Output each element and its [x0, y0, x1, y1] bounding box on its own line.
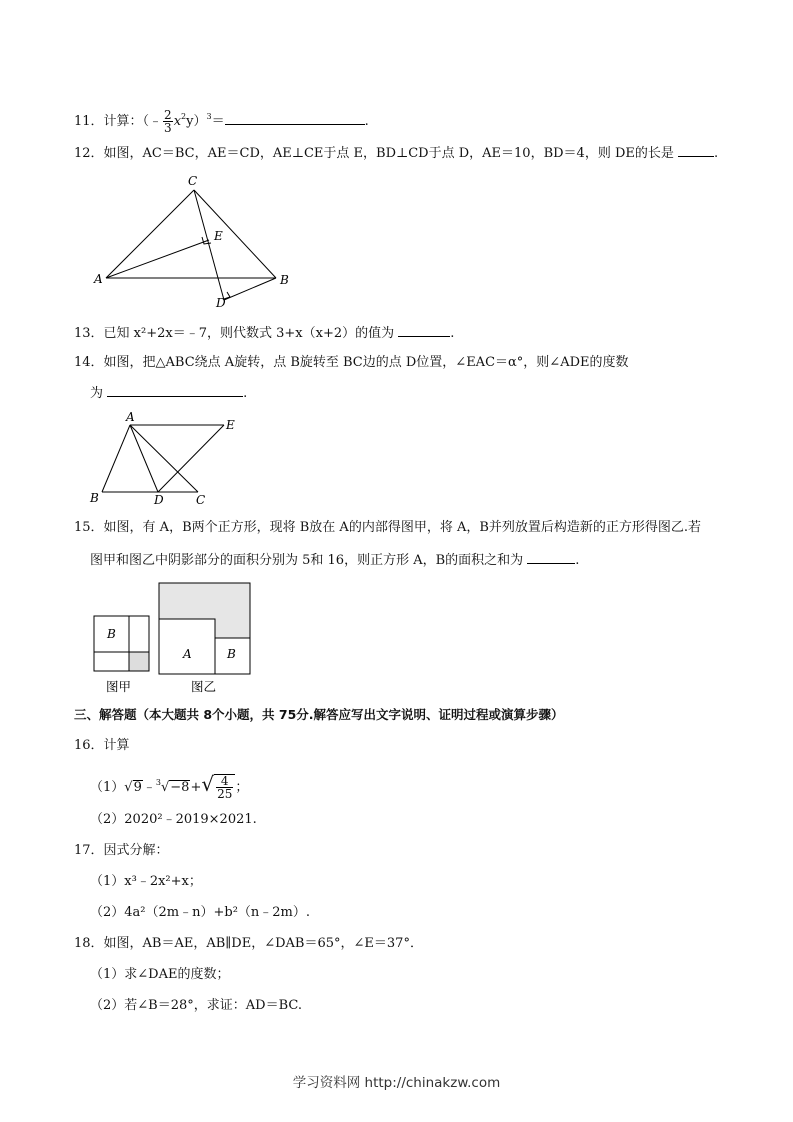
q11-exp2: 2: [181, 112, 187, 121]
q11-y: y）: [186, 114, 207, 129]
q15-end: .: [575, 553, 580, 568]
q16-p1-frac-den: 25: [217, 787, 233, 801]
q11-exp3: 3: [206, 112, 212, 121]
q14-answer-blank[interactable]: [107, 384, 243, 397]
radical-icon: √: [124, 780, 133, 795]
q11-frac-den: 3: [164, 121, 172, 135]
q15-line1: 15．如图，有 A，B两个正方形，现将 B放在 A的内部得图甲，将 A，B并列放置后构造新的正方形得图乙.若: [74, 520, 702, 535]
q11-answer-blank[interactable]: [225, 112, 365, 125]
q11-frac-num: 2: [164, 108, 172, 122]
q18-title: 18．如图，AB＝AE，AB∥DE，∠DAB＝65°，∠E＝37°．: [74, 936, 423, 951]
q16-part2: （2）2020²﹣2019×2021.: [90, 812, 257, 827]
question-15-line1: [74, 519, 701, 537]
q14-line2: 为: [90, 386, 104, 401]
q17-title: 17．因式分解：: [74, 843, 169, 858]
cube-root-icon: √: [160, 780, 170, 795]
q13-answer-blank[interactable]: [398, 324, 450, 337]
fig15-caption-jia: 图甲: [106, 679, 132, 694]
fig12-label-e: E: [214, 229, 223, 243]
q16-p1-fraction: [216, 775, 233, 800]
fig14-label-d: D: [154, 493, 164, 507]
q16-p1-plus: +: [190, 780, 202, 795]
fig15-yi-label-b: B: [227, 647, 236, 661]
q12-text: 12．如图，AC＝BC，AE＝CD，AE⊥CE于点 E，BD⊥CD于点 D，AE＝10，BD＝4，则 DE的长是: [74, 146, 674, 161]
q11-fraction: [163, 109, 173, 134]
figure-12: [90, 170, 300, 310]
q15-line2: 图甲和图乙中阴影部分的面积分别为 5和 16，则正方形 A，B的面积之和为: [90, 553, 524, 568]
fig12-label-c: C: [188, 174, 198, 188]
section-3-heading: 三、解答题（本大题共 8个小题，共 75分.解答应写出文字说明、证明过程或演算步骤）: [74, 707, 564, 722]
q11-eq: ＝: [211, 114, 225, 129]
fig14-label-c: C: [196, 493, 206, 507]
q14-end: .: [243, 386, 248, 401]
fig14-label-e: E: [226, 418, 235, 432]
fig15-caption-yi: 图乙: [191, 679, 217, 694]
question-13: [74, 324, 454, 343]
q18-part1: （1）求∠DAE的度数；: [90, 967, 230, 982]
q16-p1-root-index: 3: [155, 778, 161, 787]
fig12-label-a: A: [94, 272, 103, 286]
fig12-label-d: D: [216, 296, 226, 310]
question-15-line2: [90, 551, 579, 570]
radical-large-icon: √: [201, 772, 215, 796]
q17-part1: （1）x³﹣2x²+x；: [90, 874, 202, 889]
fig15-jia-shade: [129, 652, 149, 671]
q12-answer-blank[interactable]: [678, 144, 714, 157]
q16-p1-root2: −8: [170, 780, 190, 795]
q16-p1-minus: ﹣: [142, 780, 156, 795]
q16-p1-end: ；: [235, 780, 249, 795]
q12-end: .: [714, 146, 719, 161]
question-12: [74, 144, 718, 163]
q18-part2: （2）若∠B＝28°，求证：AD＝BC.: [90, 998, 302, 1013]
fig15-yi-label-a: A: [183, 647, 192, 661]
q16-p1-prefix: （1）: [90, 780, 125, 795]
footer-watermark: 学习资料网 http://chinakzw.com: [292, 1075, 501, 1091]
q11-x: x: [173, 114, 182, 129]
fig14-label-a: A: [126, 410, 135, 424]
question-14-line2: [90, 384, 247, 403]
q16-title: 16．计算: [74, 738, 130, 753]
figure-15: [90, 580, 260, 700]
q13-text: 13．已知 x²+2x＝﹣7，则代数式 3+x（x+2）的值为: [74, 326, 395, 341]
q13-end: .: [450, 326, 455, 341]
question-14-line1: [74, 354, 629, 372]
q16-p1-root1: 9: [133, 780, 142, 795]
q15-answer-blank[interactable]: [527, 551, 575, 564]
q16-part1: [90, 772, 248, 800]
q14-line1: 14．如图，把△ABC绕点 A旋转，点 B旋转至 BC边的点 D位置，∠EAC＝α°，则∠ADE的度数: [74, 355, 629, 370]
fig14-label-b: B: [90, 491, 99, 505]
fig12-label-b: B: [280, 273, 289, 287]
q16-p1-frac-num: 4: [216, 775, 233, 788]
question-11: [74, 109, 369, 134]
q11-end: .: [364, 114, 369, 129]
q11-prefix: 11．计算：（﹣: [74, 114, 163, 129]
fig15-jia-label-b: B: [107, 627, 116, 641]
figure-14: [86, 410, 246, 510]
q17-part2: （2）4a²（2m﹣n）+b²（n﹣2m）.: [90, 905, 311, 920]
